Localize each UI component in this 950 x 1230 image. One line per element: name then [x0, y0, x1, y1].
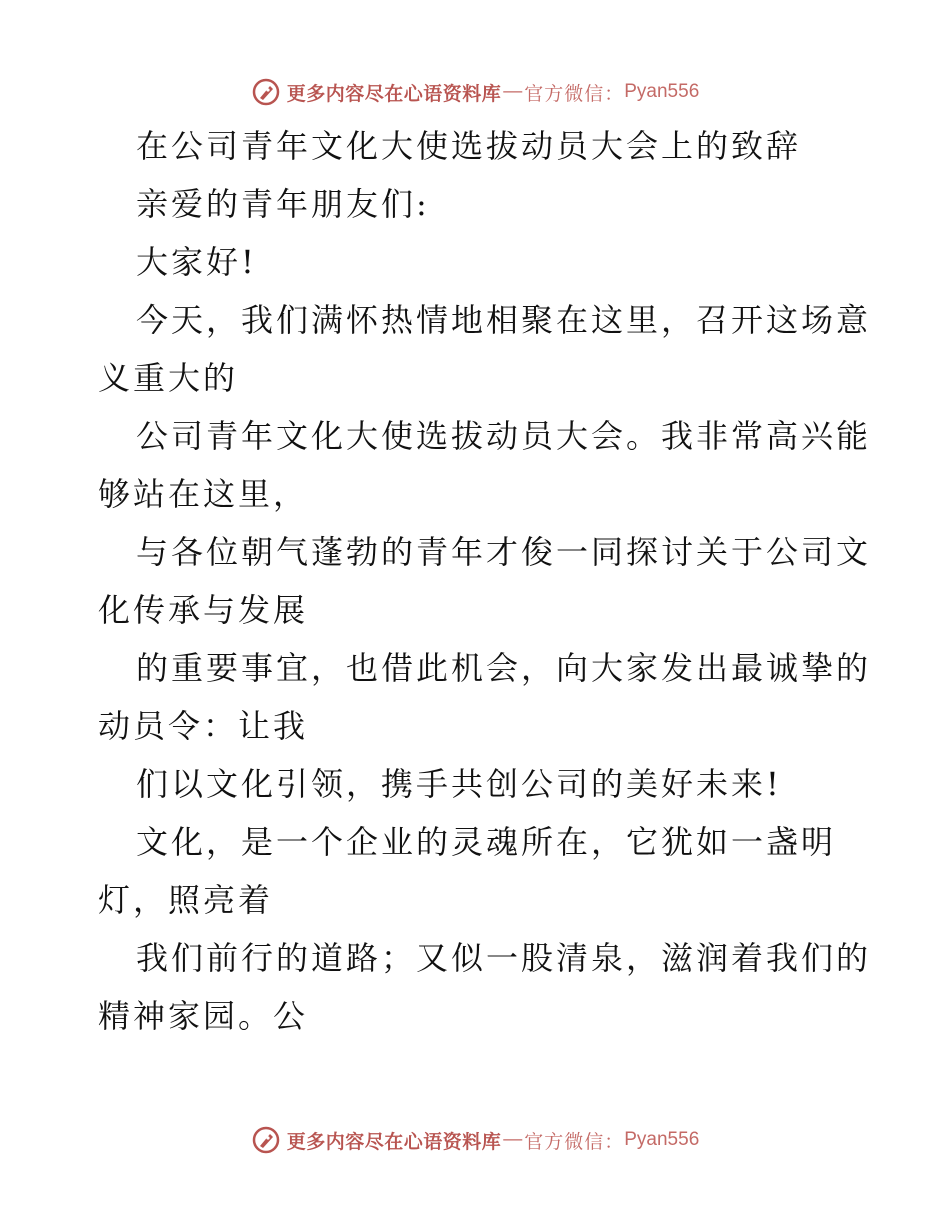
banner-wechat-label: 官方微信： [524, 1130, 625, 1153]
header-banner [0, 72, 950, 112]
document-title: 在公司青年文化大使选拔动员大会上的致辞 [136, 127, 802, 165]
salutation: 亲爱的青年朋友们: [136, 185, 430, 223]
banner-separator: — [503, 81, 523, 102]
banner-site-text: 更多内容尽在心语资料库 [286, 82, 502, 105]
paragraph-line: 公司青年文化大使选拔动员大会。我非常高兴能 [136, 417, 872, 455]
paragraph-line: 精神家园。公 [98, 997, 309, 1035]
paragraph-line: 灯，照亮着 [98, 881, 274, 919]
paragraph-line: 今天，我们满怀热情地相聚在这里，召开这场意 [136, 301, 872, 339]
pen-nib-logo-icon [251, 77, 281, 107]
banner-site-text: 更多内容尽在心语资料库 [286, 1130, 502, 1153]
document-body [98, 117, 872, 1045]
banner-wechat-label: 官方微信： [524, 82, 625, 105]
paragraph-line: 我们前行的道路；又似一股清泉，滋润着我们的 [136, 939, 872, 977]
footer-banner [0, 1120, 950, 1160]
paragraph-line: 们以文化引领，携手共创公司的美好未来! [136, 765, 782, 803]
banner-wechat-id: Pyan556 [624, 81, 700, 102]
paragraph-line: 动员令：让我 [98, 707, 309, 745]
paragraph-line: 与各位朝气蓬勃的青年才俊一同探讨关于公司文 [136, 533, 872, 571]
paragraph-line: 化传承与发展 [98, 591, 309, 629]
paragraph-line: 义重大的 [98, 359, 239, 397]
paragraph-line: 文化，是一个企业的灵魂所在，它犹如一盏明 [136, 823, 837, 861]
paragraph-line: 够站在这里， [98, 475, 309, 513]
banner-wechat-id: Pyan556 [624, 1129, 700, 1150]
greeting: 大家好! [136, 243, 257, 281]
paragraph-line: 的重要事宜，也借此机会，向大家发出最诚挚的 [136, 649, 872, 687]
pen-nib-logo-icon [251, 1125, 281, 1155]
banner-separator: — [503, 1129, 523, 1150]
